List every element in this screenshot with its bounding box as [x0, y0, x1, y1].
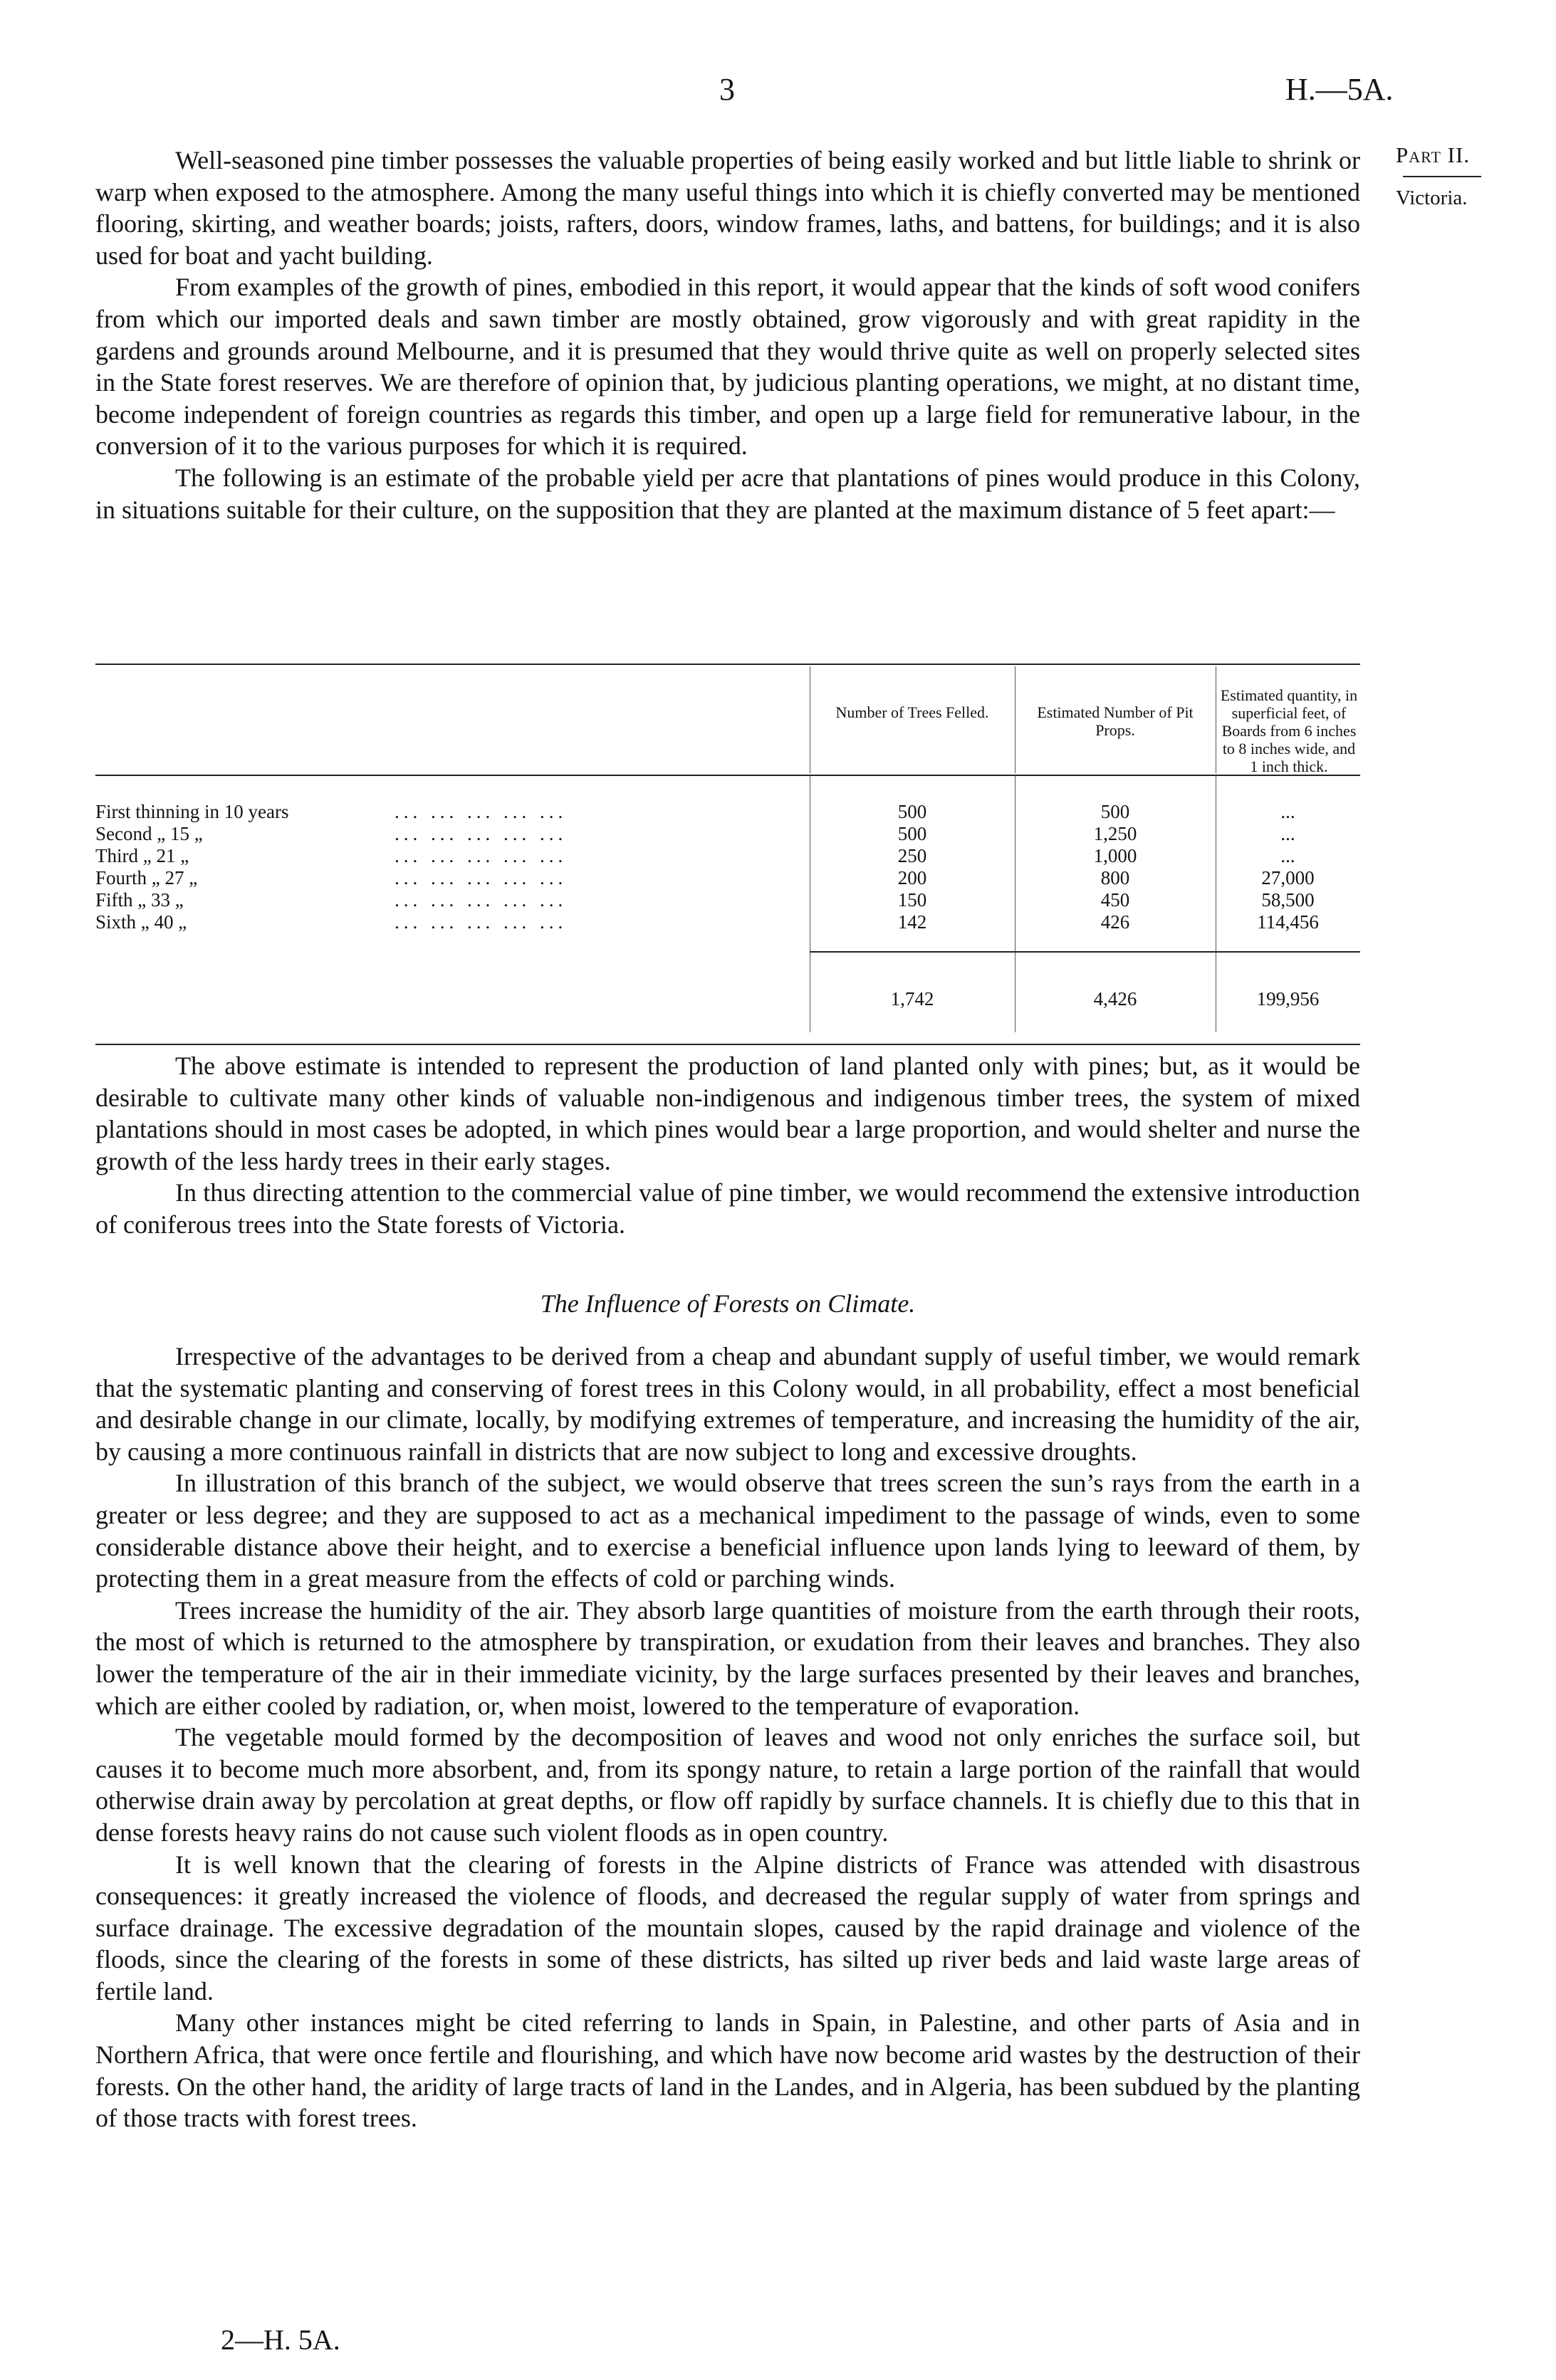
paragraph: Many other instances might be cited referring to lands in Spain, in Palestine, and other parts of Asia and in Northern Africa, that were once fertile and flourishing, and which have now become arid wastes by the destruction of their forests. On the other hand, the aridity of large tracts of land in the Landes, and in Algeria, has been subdued by the planting of those tracts with forest trees. — [95, 2008, 1360, 2133]
totals-rule — [810, 951, 1360, 953]
paragraph: Trees increase the humidity of the air. They absorb large quantities of moisture from the earth through their roots, the most of which is returned to the atmosphere by transpiration, or exudation from their leaves and branches. They also lower the temperature of the air in their immediate vicinity, by the large surfaces presented by their leaves and branches, which are either cooled by radiation, or, when moist, lowered to the temperature of evaporation. — [95, 1595, 1360, 1720]
cell-trees: 142 — [897, 911, 927, 933]
page-number: 3 — [719, 72, 735, 107]
table-row-label: First thinning in 10 years — [95, 801, 289, 822]
total-trees: 1,742 — [890, 988, 934, 1010]
cell-trees: 500 — [897, 801, 927, 822]
paragraph: Well-seasoned pine timber possesses the valuable properties of being easily worked and but little liable to shrink or warp when exposed to the atmosphere. Among the many useful things into which it is chiefly converted may be mentioned flooring, skirting, and weather boards; joists, rafters, doors, window frames, laths, and battens, for buildings; and it is also used for boat and yacht building. — [95, 146, 1360, 270]
table-row-label: Third „ 21 „ — [95, 845, 189, 866]
table-row-label: Fifth „ 33 „ — [95, 889, 184, 911]
cell-props: 1,250 — [1093, 823, 1137, 844]
cell-boards: ... — [1280, 823, 1295, 844]
dot-leaders: ... ... ... ... ... — [395, 845, 568, 866]
dot-leaders: ... ... ... ... ... — [395, 867, 568, 888]
dot-leaders: ... ... ... ... ... — [395, 911, 568, 933]
table-row-label: Fourth „ 27 „ — [95, 867, 198, 888]
paragraph: In thus directing attention to the commercial value of pine timber, we would recommend the extensive introduction of coniferous trees into the State forests of Victoria. — [95, 1178, 1360, 1239]
cell-trees: 150 — [897, 889, 927, 911]
table-row-label: Sixth „ 40 „ — [95, 911, 187, 933]
cell-props: 800 — [1100, 867, 1130, 888]
yield-estimate-table — [95, 661, 1360, 1049]
cell-props: 1,000 — [1093, 845, 1137, 866]
paragraph: In illustration of this branch of the subject, we would observe that trees screen the sun’s rays from the earth in a greater or less degree; and they are supposed to act as a mechanical impediment to the passage of winds, even to some considerable distance above their height, and to exercise a beneficial influence upon lands lying to leeward of them, by protecting them in a great measure from the effects of cold or parching winds. — [95, 1469, 1360, 1593]
signature-mark: 2—H. 5A. — [221, 2324, 340, 2356]
paragraph: The above estimate is intended to represent the production of land planted only with pines; but, as it would be desirable to cultivate many other kinds of valuable non-indigenous and indigenous timber trees, the system of mixed plantations should in most cases be adopted, in which pines would bear a large proportion, and would shelter and nurse the growth of the less hardy trees in their early stages. — [95, 1052, 1360, 1175]
paragraph: Irrespective of the advantages to be derived from a cheap and abundant supply of useful timber, we would remark that the systematic planting and conserving of forest trees in this Colony would, in all probability, effect a most beneficial and desirable change in our climate, locally, by modifying extremes of temperature, and increasing the humidity of the air, by causing a more continuous rainfall in districts that are now subject to long and excessive droughts. — [95, 1342, 1360, 1466]
cell-boards: ... — [1280, 845, 1295, 866]
dot-leaders: ... ... ... ... ... — [395, 801, 568, 822]
document-reference: H.—5A. — [1285, 72, 1394, 107]
margin-note-place: Victoria. — [1396, 187, 1468, 209]
total-props: 4,426 — [1093, 988, 1137, 1010]
cell-boards: 114,456 — [1257, 911, 1319, 933]
dot-leaders: ... ... ... ... ... — [395, 823, 568, 844]
cell-props: 450 — [1100, 889, 1130, 911]
cell-boards: 58,500 — [1261, 889, 1315, 911]
margin-note-part: Part II. — [1396, 142, 1471, 167]
paragraph: The vegetable mould formed by the decomposition of leaves and wood not only enriches the surface soil, but causes it to become much more absorbent, and, from its spongy nature, to retain a large portion of the rainfall that would otherwise drain away by percolation at great depths, or flow off rapidly by surface channels. It is chiefly due to this that in dense forests heavy rains do not cause such violent floods as in open country. — [95, 1723, 1360, 1847]
column-header-boards: Estimated quantity, in superficial feet, of Boards from 6 inches to 8 inches wide, and 1 inch thick. — [1220, 686, 1358, 775]
cell-trees: 250 — [897, 845, 927, 866]
cell-props: 500 — [1100, 801, 1130, 822]
body-text-middle — [95, 1050, 1360, 1241]
table-row-label: Second „ 15 „ — [95, 823, 203, 844]
cell-trees: 200 — [897, 867, 927, 888]
total-boards: 199,956 — [1256, 988, 1320, 1010]
body-text-top — [95, 145, 1360, 525]
column-header-trees-felled: Number of Trees Felled. — [835, 703, 989, 721]
dot-leaders: ... ... ... ... ... — [395, 889, 568, 911]
cell-trees: 500 — [897, 823, 927, 844]
paragraph: It is well known that the clearing of forests in the Alpine districts of France was attended with disastrous consequences: it greatly increased the violence of floods, and decreased the regular supply of water from springs and surface drainage. The excessive degradation of the mountain slopes, caused by the rapid drainage and violence of the floods, since the clearing of the forests in some of these districts, has silted up river beds and laid waste large areas of fertile land. — [95, 1850, 1360, 2006]
margin-note-divider — [1403, 176, 1481, 177]
table-header-rule — [95, 775, 1360, 776]
section-heading: The Influence of Forests on Climate. — [540, 1289, 916, 1318]
cell-boards: 27,000 — [1261, 867, 1315, 888]
cell-props: 426 — [1100, 911, 1130, 933]
column-header-pit-props: Estimated Number of Pit Props. — [1037, 703, 1194, 739]
paragraph: From examples of the growth of pines, embodied in this report, it would appear that the kinds of soft wood conifers from which our imported deals and sawn timber are mostly obtained, grow vigorously and with great rapidity in the gardens and grounds around Melbourne, and it is presumed that they would thrive quite as well on properly selected sites in the State forest reserves. We are therefore of opinion that, by judicious planting operations, we might, at no distant time, become independent of foreign countries as regards this timber, and open up a large field for remunerative labour, in the conversion of it to the various purposes for which it is required. — [95, 273, 1360, 461]
table-top-rule — [95, 664, 1360, 665]
cell-boards: ... — [1280, 801, 1295, 822]
paragraph: The following is an estimate of the probable yield per acre that plantations of pines would produce in this Colony, in situations suitable for their culture, on the supposition that they are planted at the maximum distance of 5 feet apart:— — [95, 463, 1360, 524]
table-bottom-rule — [95, 1044, 1360, 1045]
body-text-bottom — [95, 1341, 1360, 2134]
